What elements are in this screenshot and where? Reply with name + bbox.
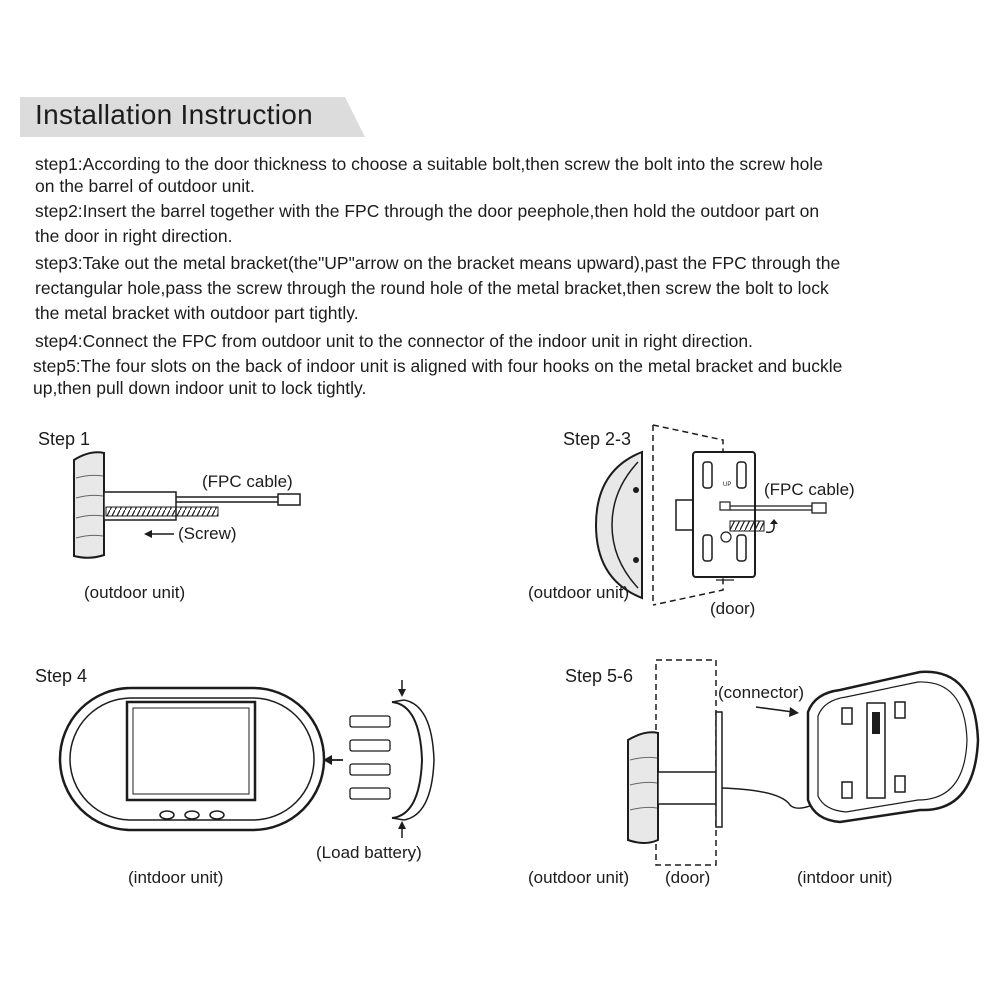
step2-line1: step2:Insert the barrel together with the FPC through the door peephole,then hold the outdoor part on	[35, 201, 820, 221]
step1-fpc-label: (FPC cable)	[202, 472, 293, 491]
step56-door-outline	[656, 660, 716, 865]
step1-heading: Step 1	[38, 429, 91, 449]
step56-outdoor-unit	[628, 732, 658, 843]
step23-up-mark: UP	[723, 482, 732, 488]
battery-4	[350, 788, 390, 799]
step56-heading: Step 5-6	[565, 666, 634, 686]
step1-spring-bolt	[106, 507, 218, 516]
battery-2	[350, 740, 390, 751]
step23-unit-label: (outdoor unit)	[528, 583, 630, 602]
step56-connector-label: (connector)	[718, 683, 804, 702]
step4-battery-label: (Load battery)	[316, 843, 422, 862]
step23-screw	[730, 521, 764, 531]
step1-line2: on the barrel of outdoor unit.	[35, 176, 255, 196]
step1-screw-arrow	[144, 530, 174, 538]
step2-line2: the door in right direction.	[35, 226, 233, 246]
step4-arrow-to-battery	[323, 755, 343, 765]
step4-screen	[127, 702, 255, 800]
step56-indoor-unit-back	[808, 672, 978, 822]
step4-batteries	[350, 716, 390, 799]
step4-diagram	[60, 680, 434, 838]
step23-outdoor-unit	[596, 452, 642, 598]
step1-unit-label: (outdoor unit)	[84, 583, 186, 602]
step3-line3: the metal bracket with outdoor part tightly.	[35, 303, 359, 323]
step23-metal-bracket	[693, 452, 755, 577]
step4-indoor-unit	[60, 688, 324, 830]
battery-3	[350, 764, 390, 775]
step4-line1: step4:Connect the FPC from outdoor unit to the connector of the indoor unit in right direction.	[35, 331, 753, 351]
step1-screw-label: (Screw)	[178, 524, 237, 543]
step56-door-label: (door)	[665, 868, 711, 887]
step3-line2: rectangular hole,pass the screw through the round hole of the metal bracket,then screw the bolt to lock	[35, 278, 829, 298]
step23-rotate-icon	[766, 524, 774, 532]
step56-connector-arrow	[756, 707, 799, 717]
step3-line1: step3:Take out the metal bracket(the"UP"arrow on the bracket means upward),past the FPC through the	[35, 253, 841, 273]
step1-outdoor-unit	[74, 452, 104, 557]
step1-line1: step1:According to the door thickness to choose a suitable bolt,then screw the bolt into the screw hole	[35, 154, 823, 174]
step23-door-label: (door)	[710, 599, 756, 618]
step23-fpc-label: (FPC cable)	[764, 480, 855, 499]
page-title: Installation Instruction	[35, 99, 314, 130]
step56-outdoor-label: (outdoor unit)	[528, 868, 630, 887]
step5-line1: step5:The four slots on the back of indoor unit is aligned with four hooks on the metal bracket and buckle	[33, 356, 843, 376]
step23-heading: Step 2-3	[563, 429, 632, 449]
step23-diagram	[596, 425, 826, 605]
step4-unit-label: (intdoor unit)	[128, 868, 224, 887]
battery-1	[350, 716, 390, 727]
step1-fpc-connector	[278, 494, 300, 505]
step56-bracket-edge	[716, 712, 722, 827]
step56-indoor-label: (intdoor unit)	[797, 868, 893, 887]
step4-battery-cover	[392, 680, 434, 838]
step5-line2: up,then pull down indoor unit to lock tightly.	[33, 378, 367, 398]
step56-connector	[872, 712, 880, 734]
step4-heading: Step 4	[35, 666, 88, 686]
step56-barrel	[658, 772, 716, 804]
